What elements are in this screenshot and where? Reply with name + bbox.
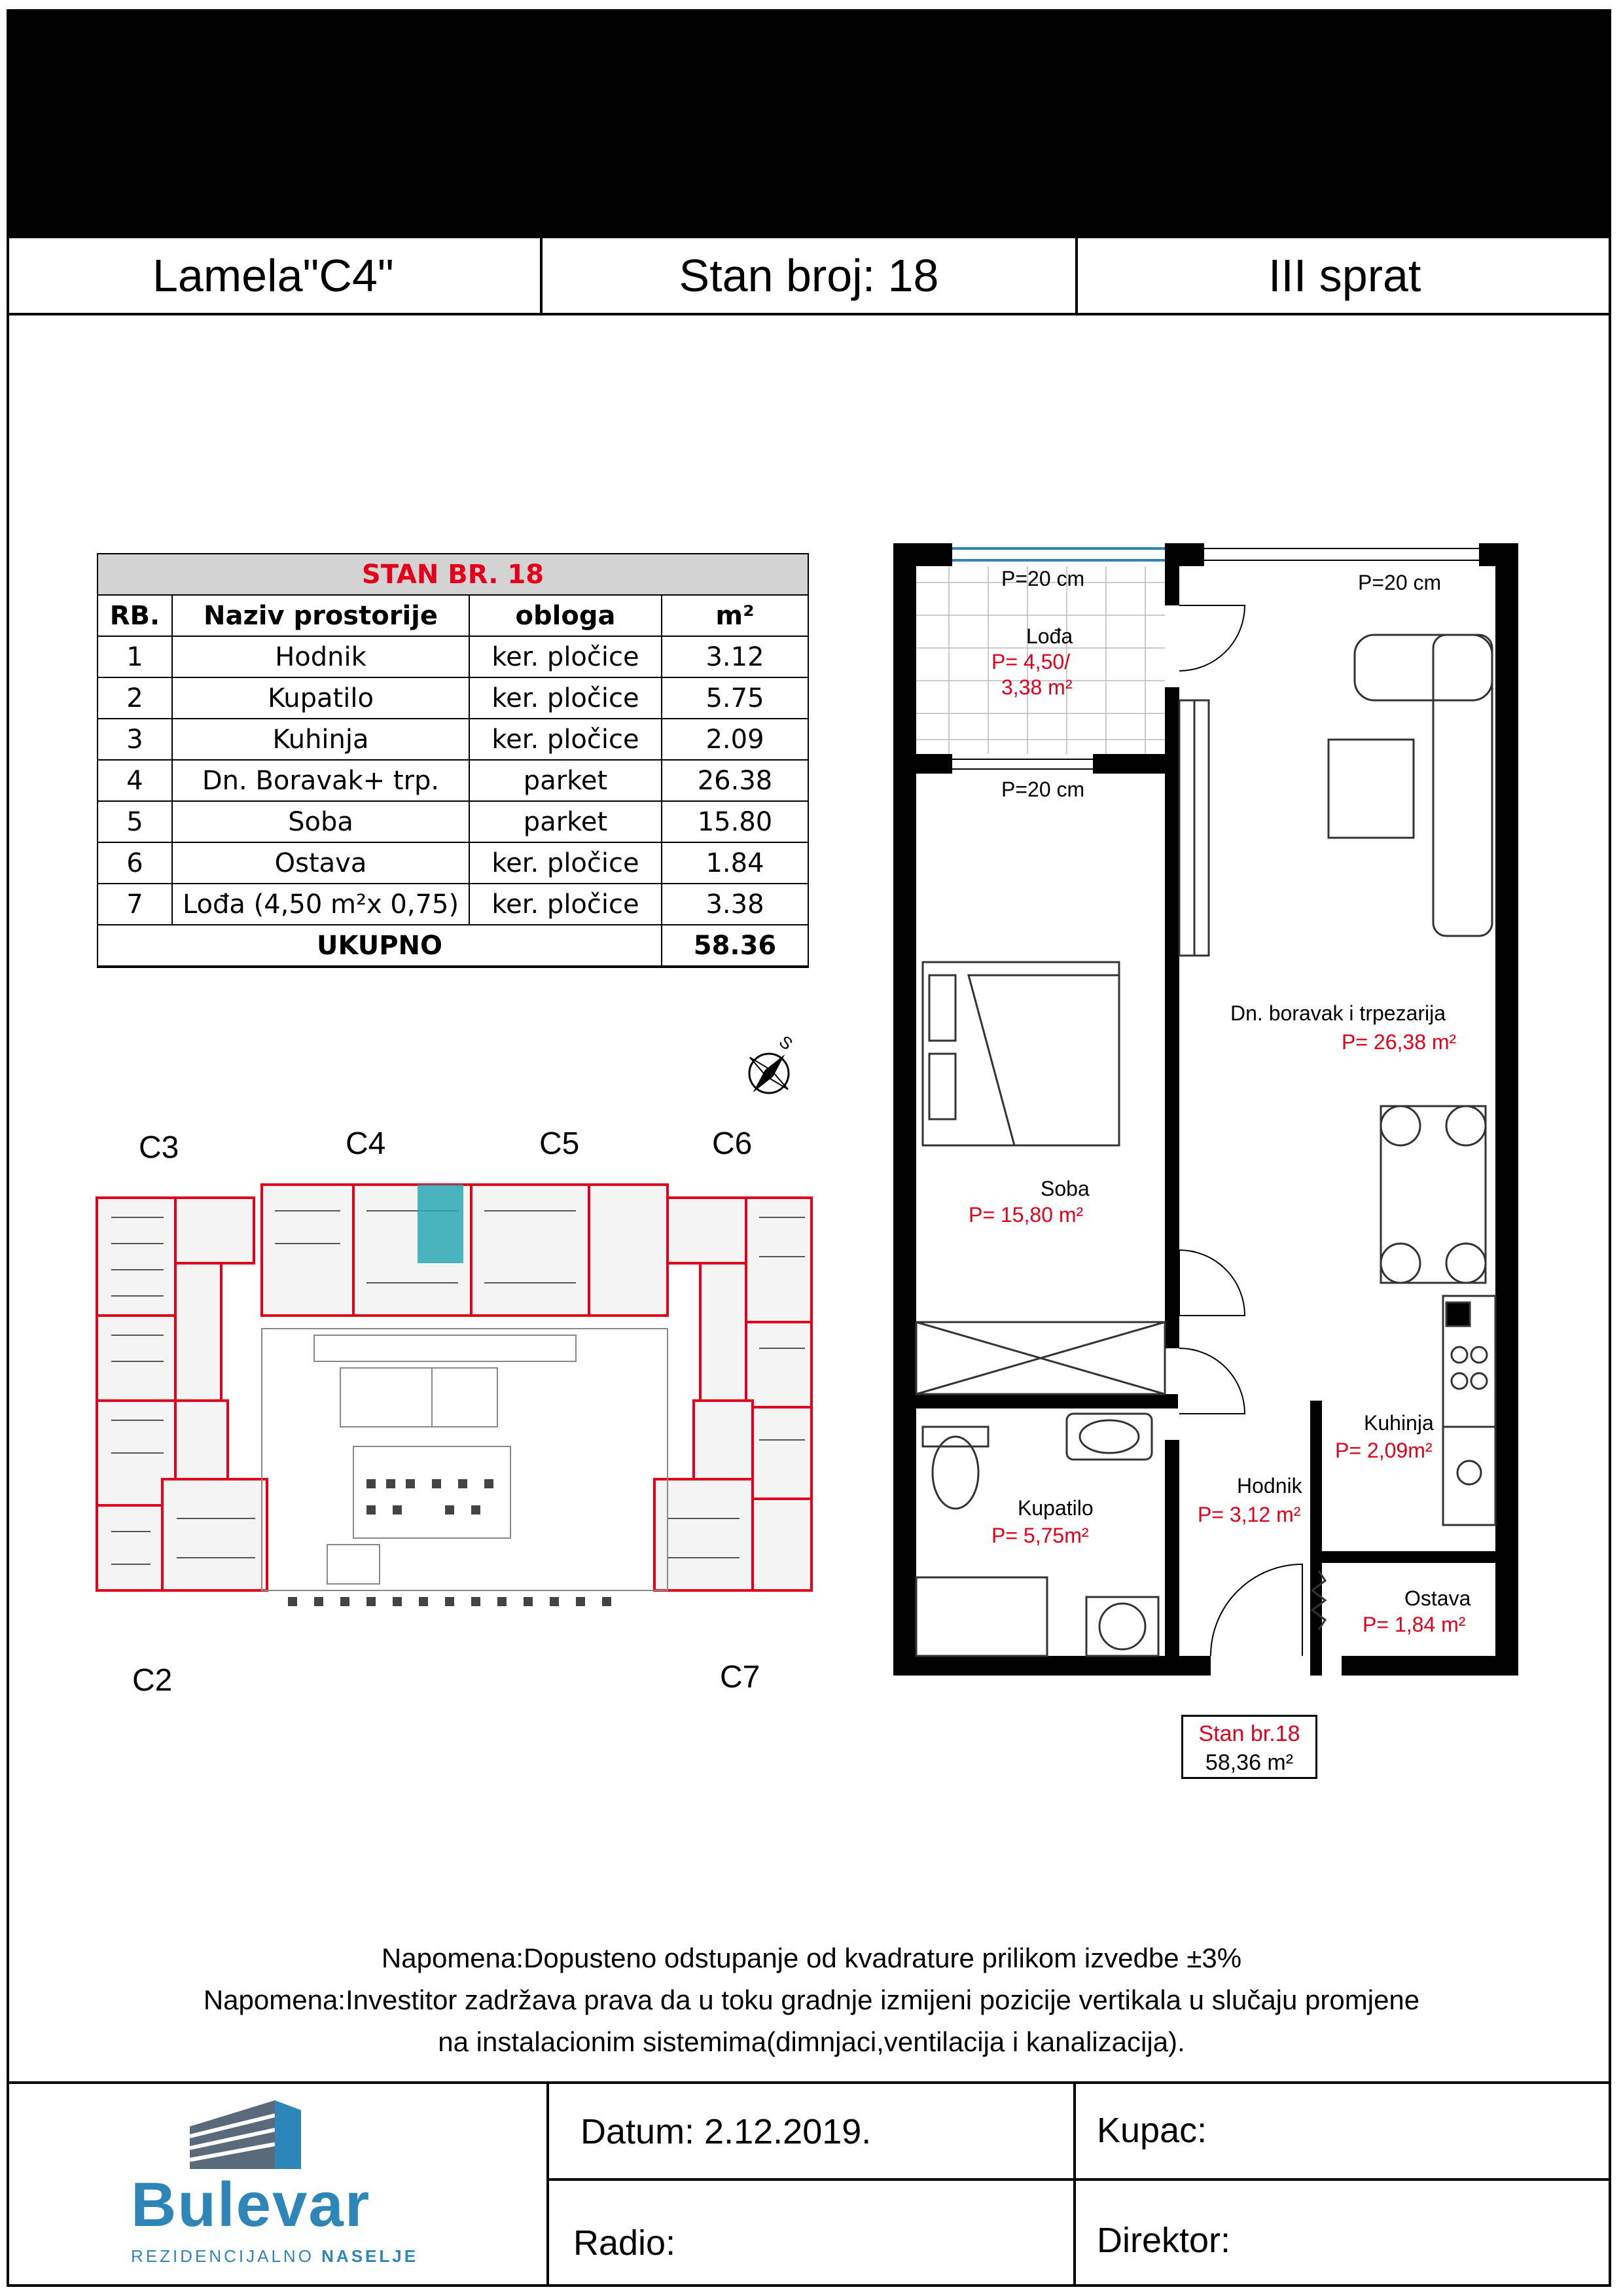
- kuhinja-area: P= 2,09m²: [1335, 1439, 1433, 1462]
- radio-field: Radio:: [573, 2223, 676, 2263]
- row-name: Kuhinja: [172, 719, 469, 760]
- col-obloga: obloga: [469, 595, 662, 636]
- row-name: Hodnik: [172, 636, 469, 677]
- table-row: [98, 801, 808, 842]
- highlighted-apartment: [418, 1185, 463, 1263]
- col-m2: m²: [662, 595, 808, 636]
- living-room-name: Dn. boravak i trpezarija: [1230, 1001, 1446, 1025]
- row-m2: 5.75: [662, 677, 808, 719]
- row-name: Kupatilo: [172, 677, 469, 719]
- lamela-c5-label: C5: [539, 1126, 580, 1161]
- lodja-area-2: 3,38 m²: [1001, 675, 1073, 699]
- row-obloga: ker. pločice: [469, 677, 662, 719]
- apartment-summary-label: Stan br.18: [1198, 1721, 1300, 1746]
- row-name: Ostava: [172, 842, 469, 884]
- datum-field: Datum: 2.12.2019.: [580, 2112, 872, 2151]
- apartment-number: Stan broj: 18: [543, 238, 1079, 313]
- logo-sub-1: REZIDENCIJALNO: [131, 2246, 314, 2266]
- kupac-field: Kupac:: [1097, 2111, 1207, 2150]
- parapet-lodja-label: P=20 cm: [1001, 567, 1085, 590]
- direktor-field: Direktor:: [1097, 2221, 1231, 2260]
- lamela-c2-label: C2: [132, 1663, 173, 1698]
- row-obloga: parket: [469, 760, 662, 801]
- note-2: Napomena:Investitor zadržava prava da u toku gradnje izmijeni pozicije vertikala u slučaju promjene: [203, 1984, 1420, 2015]
- hodnik-area: P= 3,12 m²: [1198, 1503, 1301, 1526]
- col-rb: RB.: [98, 595, 172, 636]
- living-room-area: P= 26,38 m²: [1342, 1030, 1457, 1054]
- row-obloga: ker. pločice: [469, 636, 662, 677]
- col-name: Naziv prostorije: [172, 595, 469, 636]
- site-plan-drawing: [92, 1021, 825, 1662]
- table-row: [98, 719, 808, 760]
- row-name: Lođa (4,50 m²x 0,75): [172, 884, 469, 925]
- row-rb: 7: [98, 884, 172, 925]
- kupatilo-area: P= 5,75m²: [991, 1524, 1089, 1547]
- footer-divider-h: [546, 2178, 1611, 2181]
- table-title: STAN BR. 18: [98, 554, 808, 595]
- parapet-soba-label: P=20 cm: [1001, 778, 1085, 801]
- soba-area: P= 15,80 m²: [969, 1203, 1084, 1227]
- building-logo-icon: [177, 2097, 308, 2169]
- apartment-summary-area: 58,36 m²: [1205, 1750, 1294, 1775]
- footer-divider-1: [546, 2084, 549, 2287]
- row-m2: 3.12: [662, 636, 808, 677]
- table-row: [98, 760, 808, 801]
- lamela-c6-label: C6: [712, 1126, 753, 1161]
- row-rb: 1: [98, 636, 172, 677]
- compass-letter: S: [775, 1031, 797, 1054]
- lamela-c3-label: C3: [139, 1130, 179, 1165]
- total-label: UKUPNO: [98, 925, 662, 967]
- lamela-c7-label: C7: [720, 1660, 760, 1695]
- floor-label: III sprat: [1268, 250, 1421, 301]
- lodja-area-1: P= 4,50/: [991, 650, 1071, 673]
- parapet-living-label: P=20 cm: [1358, 571, 1442, 594]
- logo-subtitle: [131, 2246, 418, 2267]
- kuhinja-name: Kuhinja: [1364, 1411, 1434, 1435]
- hodnik-name: Hodnik: [1237, 1474, 1302, 1498]
- footer: [7, 2081, 1611, 2287]
- table-row: [98, 636, 808, 677]
- footer-divider-2: [1073, 2084, 1076, 2287]
- logo-sub-2: NASELJE: [321, 2246, 419, 2266]
- note-1: Napomena:Dopusteno odstupanje od kvadrature prilikom izvedbe ±3%: [381, 1943, 1242, 1973]
- lamela-c4-label: C4: [346, 1126, 386, 1161]
- logo-name: Bulevar: [131, 2170, 371, 2240]
- lamela-title: Lamela"C4": [7, 238, 543, 313]
- kupatilo-name: Kupatilo: [1018, 1496, 1094, 1520]
- table-row: [98, 677, 808, 719]
- row-obloga: ker. pločice: [469, 719, 662, 760]
- room-table: [97, 553, 809, 968]
- row-m2: 2.09: [662, 719, 808, 760]
- apartment-summary-box: [1181, 1715, 1317, 1779]
- row-obloga: ker. pločice: [469, 842, 662, 884]
- row-m2: 15.80: [662, 801, 808, 842]
- row-rb: 5: [98, 801, 172, 842]
- header-row: [7, 238, 1611, 315]
- site-plan: [92, 1021, 825, 1698]
- soba-name: Soba: [1041, 1177, 1090, 1200]
- row-rb: 2: [98, 677, 172, 719]
- table-row: [98, 842, 808, 884]
- lodja-name: Lođa: [1026, 624, 1073, 648]
- compass-icon: [747, 1051, 791, 1096]
- table-row: [98, 884, 808, 925]
- bulevar-logo: [124, 2097, 419, 2287]
- row-rb: 3: [98, 719, 172, 760]
- ostava-name: Ostava: [1404, 1587, 1471, 1610]
- note-3: na instalacionim sistemima(dimnjaci,ventilacija i kanalizacija).: [438, 2026, 1185, 2057]
- row-rb: 4: [98, 760, 172, 801]
- row-obloga: ker. pločice: [469, 884, 662, 925]
- row-rb: 6: [98, 842, 172, 884]
- total-value: 58.36: [662, 925, 808, 967]
- row-obloga: parket: [469, 801, 662, 842]
- ostava-area: P= 1,84 m²: [1363, 1613, 1466, 1636]
- row-m2: 26.38: [662, 760, 808, 801]
- notes: [0, 1937, 1623, 2063]
- row-name: Dn. Boravak+ trp.: [172, 760, 469, 801]
- row-m2: 3.38: [662, 884, 808, 925]
- row-name: Soba: [172, 801, 469, 842]
- row-m2: 1.84: [662, 842, 808, 884]
